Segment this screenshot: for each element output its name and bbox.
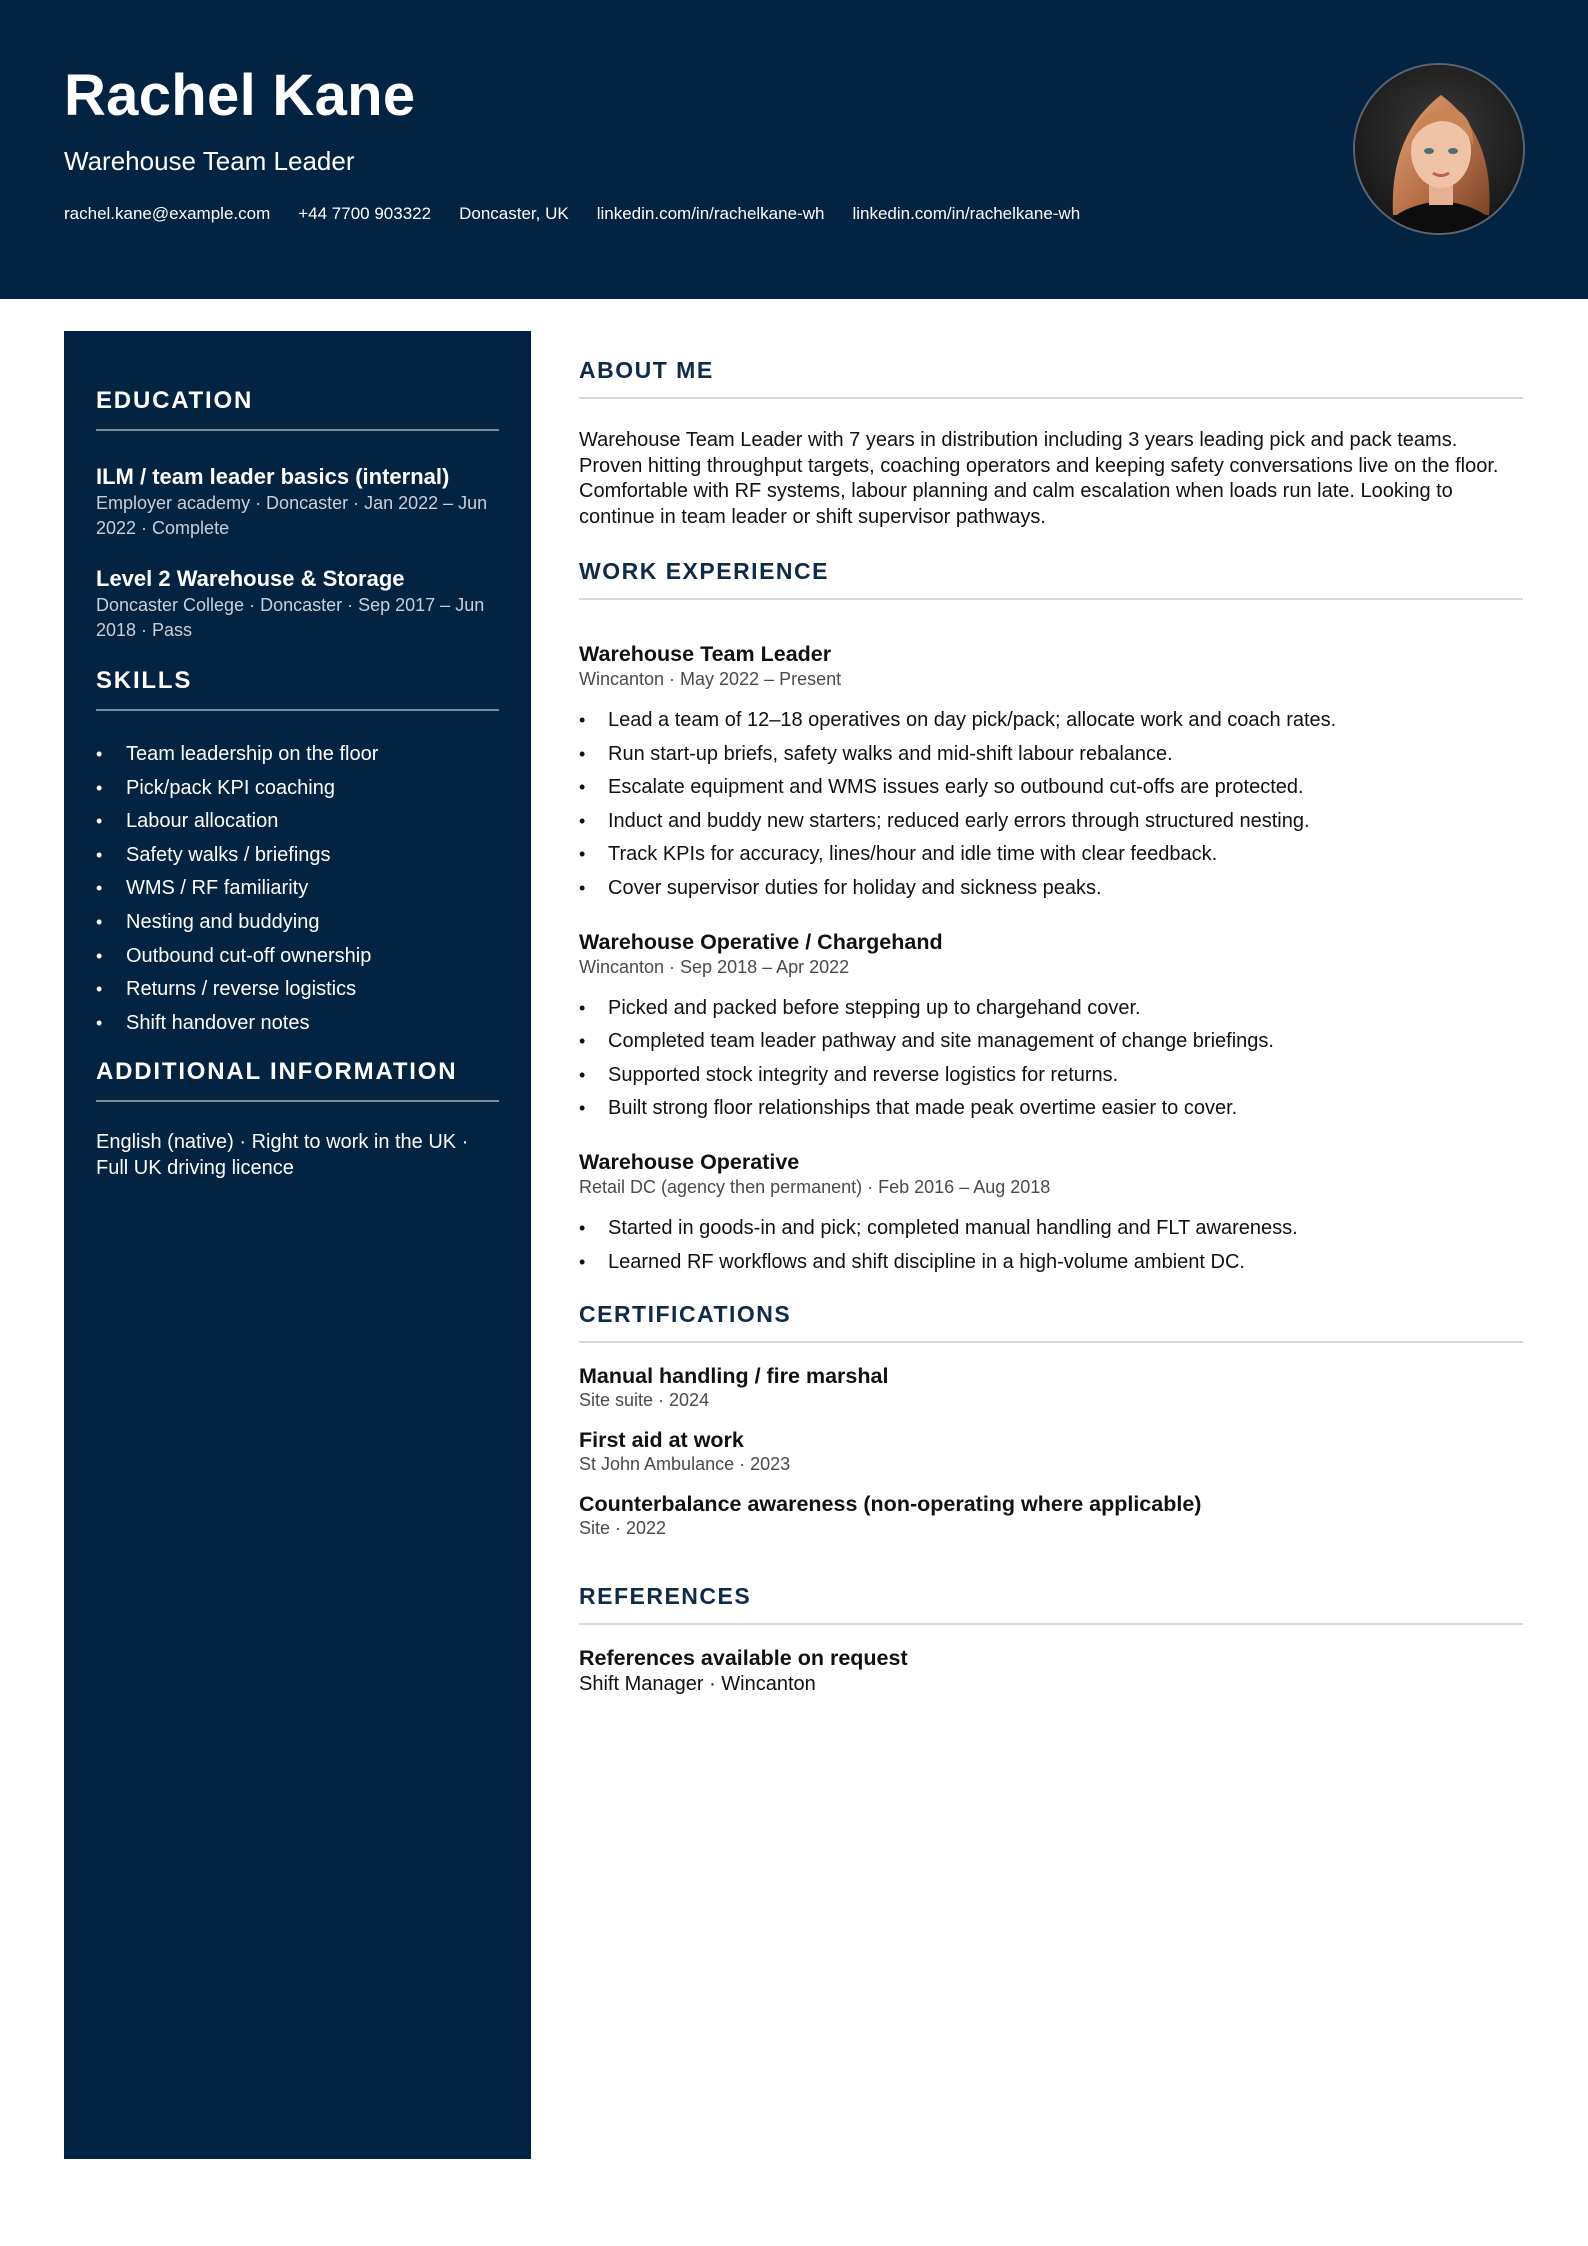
job-bullet: • Learned RF workflows and shift discipline in a high-volume ambient DC. (579, 1246, 1523, 1280)
certification-meta: St John Ambulance · 2023 (579, 1454, 791, 1475)
contact-email[interactable]: rachel.kane@example.com (64, 204, 271, 223)
education-item (96, 565, 499, 643)
contact-row (64, 204, 1080, 224)
skills-heading: SKILLS (96, 667, 499, 711)
certification-title: Counterbalance awareness (non-operating where applicable) (579, 1492, 1202, 1517)
education-title: Level 2 Warehouse & Storage (96, 566, 405, 591)
education-meta: Doncaster College · Doncaster · Sep 2017 – Jun 2018 · Pass (96, 595, 485, 640)
portrait-image (1355, 65, 1525, 235)
candidate-name: Rachel Kane (64, 63, 416, 128)
education-heading: EDUCATION (96, 387, 499, 431)
skills-list (96, 738, 499, 1040)
education-title: ILM / team leader basics (internal) (96, 464, 450, 489)
job-entry-meta: Wincanton · May 2022 – Present (579, 669, 842, 689)
references-meta: Shift Manager · Wincanton (579, 1673, 816, 1696)
skill-item: • Shift handover notes (96, 1007, 499, 1041)
certification-title: Manual handling / fire marshal (579, 1364, 889, 1389)
resume-header (0, 0, 1588, 299)
job-bullet: • Built strong floor relationships that made peak overtime easier to cover. (579, 1092, 1523, 1126)
skill-item: • Safety walks / briefings (96, 839, 499, 873)
main-content (579, 357, 1523, 1696)
contact-linkedin-2[interactable]: linkedin.com/in/rachelkane-wh (852, 204, 1081, 223)
job-bullet: • Started in goods-in and pick; completed manual handling and FLT awareness. (579, 1212, 1523, 1246)
job-bullets (579, 704, 1523, 906)
references-title: References available on request (579, 1646, 908, 1671)
job-bullet: • Picked and packed before stepping up to chargehand cover. (579, 992, 1523, 1026)
contact-linkedin[interactable]: linkedin.com/in/rachelkane-wh (596, 204, 825, 223)
skill-item: • WMS / RF familiarity (96, 872, 499, 906)
job-bullet: • Track KPIs for accuracy, lines/hour and idle time with clear feedback. (579, 838, 1523, 872)
job-entry-title: Warehouse Operative / Chargehand (579, 929, 943, 954)
education-meta: Employer academy · Doncaster · Jan 2022 – Jun 2022 · Complete (96, 493, 488, 538)
skill-item: • Outbound cut-off ownership (96, 940, 499, 974)
job-bullets (579, 1212, 1523, 1279)
references-heading: REFERENCES (579, 1583, 1523, 1625)
job-title: Warehouse Team Leader (64, 146, 355, 176)
job-entry (579, 928, 1523, 1126)
skill-item: • Returns / reverse logistics (96, 973, 499, 1007)
contact-location: Doncaster, UK (459, 204, 569, 223)
skill-item: • Team leadership on the floor (96, 738, 499, 772)
job-entry-title: Warehouse Operative (579, 1149, 800, 1174)
skill-item: • Nesting and buddying (96, 906, 499, 940)
skill-item: • Labour allocation (96, 805, 499, 839)
certification-meta: Site suite · 2024 (579, 1390, 710, 1411)
additional-info-heading: ADDITIONAL INFORMATION (96, 1058, 499, 1102)
job-bullet: • Supported stock integrity and reverse logistics for returns. (579, 1059, 1523, 1093)
about-text: Warehouse Team Leader with 7 years in distribution including 3 years leading pick and pack teams. Proven hitting throughput targets, coaching operators and keeping safety conversations live on the floor. Comfortable with RF systems, labour planning and calm escalation when loads run late. Looking to continue in team leader or shift supervisor pathways. (579, 429, 1499, 528)
certifications-heading: CERTIFICATIONS (579, 1301, 1523, 1343)
job-bullet: • Completed team leader pathway and site management of change briefings. (579, 1025, 1523, 1059)
job-bullet: • Escalate equipment and WMS issues early so outbound cut-offs are protected. (579, 771, 1523, 805)
sidebar (64, 331, 531, 2159)
certification-meta: Site · 2022 (579, 1518, 667, 1539)
job-entry-meta: Wincanton · Sep 2018 – Apr 2022 (579, 956, 850, 977)
skill-item: • Pick/pack KPI coaching (96, 772, 499, 806)
job-bullet: • Induct and buddy new starters; reduced early errors through structured nesting. (579, 805, 1523, 839)
job-entry-title: Warehouse Team Leader (579, 642, 832, 666)
job-bullet: • Cover supervisor duties for holiday and sickness peaks. (579, 872, 1523, 906)
experience-heading: WORK EXPERIENCE (579, 558, 1523, 600)
job-bullet: • Run start-up briefs, safety walks and mid-shift labour rebalance. (579, 738, 1523, 772)
job-bullets (579, 992, 1523, 1126)
job-entry (579, 640, 1523, 906)
profile-photo (1353, 63, 1525, 235)
job-bullet: • Lead a team of 12–18 operatives on day pick/pack; allocate work and coach rates. (579, 704, 1523, 738)
additional-info-text: English (native) · Right to work in the UK · Full UK driving licence (96, 1131, 469, 1180)
certification-item (579, 1491, 1523, 1539)
job-entry-meta: Retail DC (agency then permanent) · Feb 2016 – Aug 2018 (579, 1176, 1051, 1197)
about-heading: ABOUT ME (579, 357, 1523, 399)
certification-title: First aid at work (579, 1428, 744, 1453)
certification-item (579, 1427, 1523, 1475)
certification-item (579, 1363, 1523, 1411)
contact-phone[interactable]: +44 7700 903322 (298, 204, 432, 223)
education-item (96, 463, 499, 541)
job-entry (579, 1148, 1523, 1279)
